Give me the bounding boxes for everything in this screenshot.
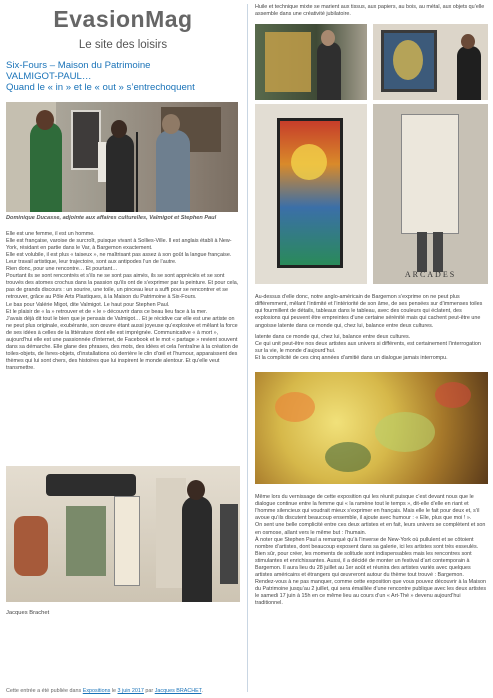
category-link[interactable]: Expositions: [82, 688, 111, 694]
date-link[interactable]: 3 juin 2017: [117, 688, 144, 694]
photo-painting-woman: [373, 24, 488, 100]
paragraph: Leur travail artistique, leur trajectoire, sont aux antipodes l’un de l’autre.: [6, 258, 177, 265]
paragraph: Le bas pour Valérie Migot, dite Valmigot. Le haut pour Stephen Paul.: [6, 301, 170, 308]
headline-line-2: VALMIGOT-PAUL…: [6, 71, 92, 83]
paragraph: Rendez-vous à ne pas manquer, comme cette exposition que vous pouvez découvrir à la Maison du Patrimoine jusqu’au 2 juillet, qui sera émaillée d’une rencontre publique avec les deux artistes le samedi 17 juin à 15h en ce même lieu au cours d’un « Art-Thé » devenu aujourd’hui traditionnel.: [255, 579, 487, 607]
post-footer: Cette entrée a été publiée dans Expositions le 3 juin 2017 par Jacques BRACHET.: [6, 688, 203, 694]
arcades-sign: ARCADES: [404, 270, 457, 280]
paragraph: Huile et technique mixte se marient aux tissus, aux papiers, au bois, au métal, aux objets qu’elle assemble dans une créativité jubilatoire.: [255, 4, 485, 18]
paragraph: Pourtant ils se sont rencontrés et s’ils ne se sont pas aimés, ils se sont appréciés et se sont trouvés des atomes crochus dans la passion qu’ils ont de s’exprimer par la peinture. Et pour cela, pas de grands discours : un sourire, une toile, un pinceau leur a suffi pour se rencontrer et se retrouver, grâce au Pôle Arts Plastiques, à la Maison du Patrimoine à Six-Fours.: [6, 273, 239, 301]
photo-newspaper-sculpture: [373, 104, 488, 284]
photo-vernissage: [6, 102, 238, 212]
paragraph: Même lors du vernissage de cette exposition qui les réunit puisque c’est devant nous que le dialogue continue entre la femme qui « la ramène tout le temps », dit-elle d’elle en riant et l’homme silencieux qui voudrait mieux s’exprimer en français. Mais elle le fait pour deux et, s’il avoue qu’ils discutent beaucoup ensemble, il ajoute avec humour : « Elle, plus que moi ! ».: [255, 494, 480, 522]
site-title[interactable]: EvasionMag: [53, 6, 193, 32]
headline-line-1: Six-Fours – Maison du Patrimoine: [6, 60, 151, 71]
paragraph: latente dans ce monde qui, chez lui, balance entre deux cultures.: [255, 333, 411, 340]
paragraph: Et la complicité de ces cinq années d’amitié dans un dialogue jamais interrompu.: [255, 354, 448, 361]
paragraph: À noter que Stephen Paul a remarqué qu’à l’inverse de New-York où pullulent et se côtoient nombre d’artistes, dont beaucoup exposent dans sa galerie, ici les artistes sont très esseulés. Bien sûr, pour créer, les moments de solitude sont indispensables mais les rencontres sont stimulantes et enrichissantes. Aussi, il a décidé de monter un festival d’art contemporain à Bargemon. Il aura lieu du 28 juillet au 1er août et réunira des artistes variés avec quelques artistes américains et étrangers qui œuvreront autour du thème tout trouvé : Bargemon.: [255, 536, 479, 579]
article-body-right-bottom: [255, 494, 488, 608]
site-tagline: Le site des loisirs: [78, 39, 168, 51]
article-headline: [6, 60, 240, 94]
paragraph: Elle est une femme, il est un homme.: [6, 230, 95, 237]
photo-painting-tall: [255, 104, 367, 284]
photo-credit: Jacques Brachet: [6, 610, 50, 616]
paragraph: On sent une belle complicité entre ces deux artistes et en fait, leurs univers se complètent et son en osmose, allant vers le même but : l’humain.: [255, 522, 486, 536]
photo-valmigot-installation: [6, 466, 240, 602]
article-body-right-top: [255, 4, 488, 18]
paragraph: Et le plaisir de « la » retrouver et de « le » découvrir dans ce beau lieu face à la mer.: [6, 308, 208, 315]
paragraph: J’avais déjà dit tout le bien que je pensais de Valmigot… Et je récidive car elle est une artiste on ne peut plus originale, exubérante, son œuvre étant aussi joyeuse qu’explosive et mêlant la force de ses idées à celles de la littérature dont elle est imprégnée. Communicative « à mort », aujourd’hui elle est une passionnée d’internet, de Facebook et le mot « partage » revient souvent dans sa démarche. Elle glane des phrases, des mots, des idées et cela l’entraîne à la création de toiles-objets, de livres-objets, d’installations où derrière le clin d’œil et l’humour, apparaissent des thèmes qui lui sont chers, des histoires que lui inspirent le monde alentour. Et qu’elle veut transmettre.: [6, 315, 239, 372]
headline-line-3: Quand le « in » et le « out » s’entrechoquent: [6, 82, 195, 94]
author-link[interactable]: Jacques BRACHET: [154, 688, 202, 694]
paragraph: Rien donc, pour une rencontre… Et pourtant…: [6, 266, 118, 273]
right-column: [255, 4, 488, 694]
article-body-left: [6, 231, 240, 373]
left-column: [6, 4, 240, 694]
photo-artist-portrait: [255, 24, 367, 100]
paragraph: Ce qui unit peut-être nos deux artistes aux univers si différents, est certainement l’interrogation sur la vie, le monde d’aujourd’hui.: [255, 340, 481, 354]
paragraph: Elle est volubile, il est plus « taiseux », ne maîtrisant pas assez à son goût la langue française.: [6, 251, 232, 258]
paragraph: Au-dessus d’elle donc, notre anglo-américain de Bargemon s’exprime on ne peut plus différemment, mêlant l’intimité et l’intériorité de son âme, de ses pensées sur d’immenses toiles qui fourmillent de détails, tableaux dans le tableau, avec des couleurs qui éclatent, des explosions qui peuvent être empreintes d’une certaine sérénité mais qui cachent peut-être une angoisse latente dans ce monde qui, chez lui, balance entre deux cultures.: [255, 294, 483, 329]
article-body-right-mid: [255, 294, 488, 362]
photo-vernissage-caption: Dominique Ducasse, adjointe aux affaires culturelles, Valmigot et Stephen Paul: [6, 214, 217, 221]
photo-large-painting: [255, 372, 488, 484]
column-divider: [247, 4, 248, 692]
paragraph: Elle est française, varoise de surcroît, puisque vivant à Sollies-Ville. Il est anglais établi à New-York, résidant en partie dans le Var, à Bargemon exactement.: [6, 237, 232, 251]
